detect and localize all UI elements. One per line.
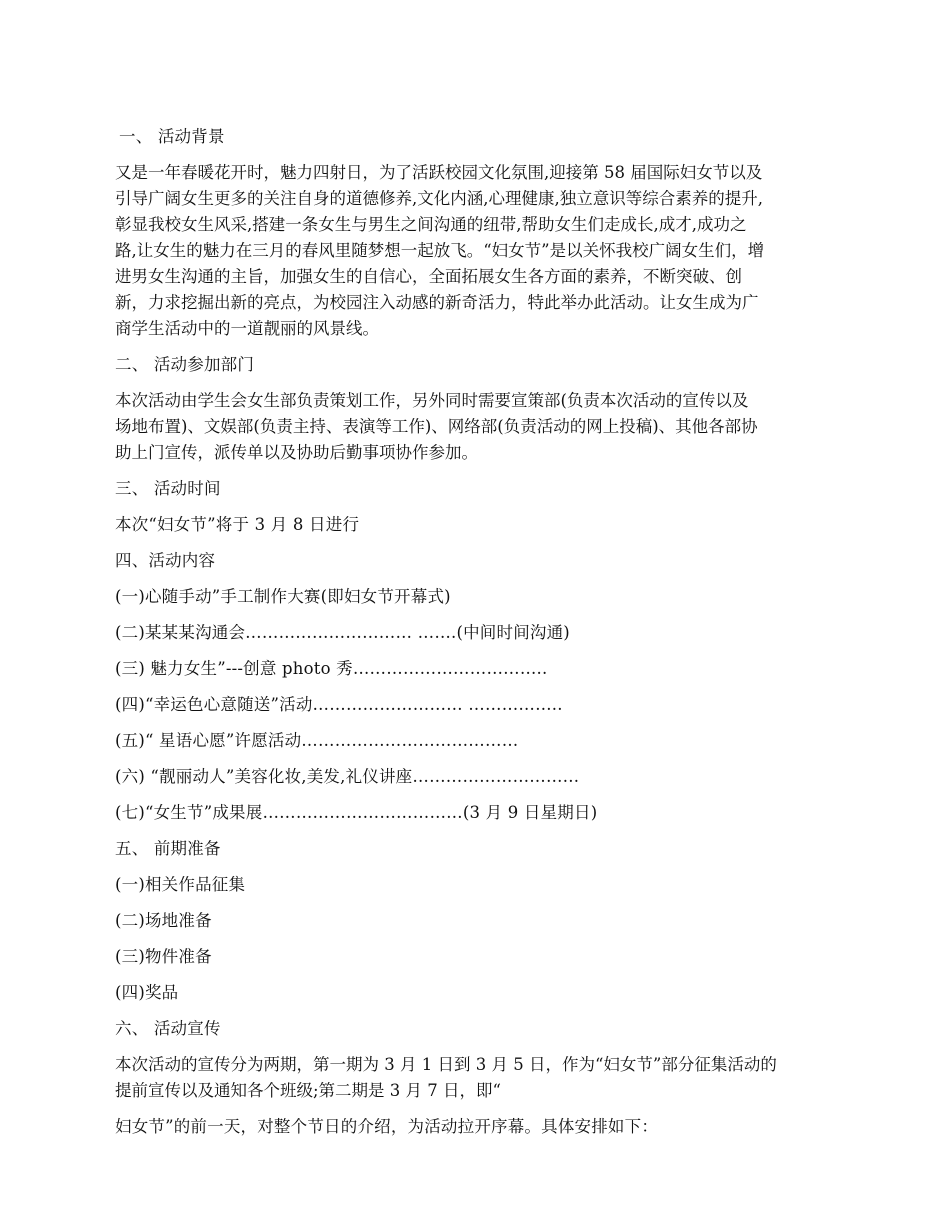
paragraph-line: 提前宣传以及通知各个班级;第二期是 3 月 7 日，即“: [115, 1081, 501, 1100]
section-1-heading: 一、 活动背景: [119, 127, 225, 146]
section-2-heading: 二、 活动参加部门: [115, 355, 255, 374]
paragraph-line: 本次活动的宣传分为两期，第一期为 3 月 1 日到 3 月 5 日，作为“妇女节”部分征集活动的: [115, 1055, 777, 1074]
paragraph-line: 又是一年春暖花开时，魅力四射日，为了活跃校园文化氛围,迎接第 58 届国际妇女节以及: [115, 163, 763, 182]
section-6-paragraph-continued: 妇女节”的前一天，对整个节日的介绍，为活动拉开序幕。具体安排如下：: [115, 1117, 659, 1136]
activity-item: (一)心随手动”手工制作大赛(即妇女节开幕式): [115, 587, 451, 606]
paragraph-line: 进男女生沟通的主旨，加强女生的自信心，全面拓展女生各方面的素养，不断突破、创: [115, 267, 742, 286]
preparation-item: (三)物件准备: [115, 947, 212, 966]
section-5-heading: 五、 前期准备: [115, 839, 221, 858]
paragraph-line: 本次活动由学生会女生部负责策划工作，另外同时需要宣策部(负责本次活动的宣传以及: [115, 391, 749, 410]
section-4-heading: 四、活动内容: [115, 551, 216, 570]
activity-item: (七)“女生节”成果展………………………………(3 月 9 日星期日): [115, 803, 598, 822]
section-3-body: 本次“妇女节”将于 3 月 8 日进行: [115, 515, 360, 534]
activity-item: (五)“ 星语心愿”许愿活动…………………………………: [115, 731, 519, 750]
paragraph-line: 引导广阔女生更多的关注自身的道德修养,文化内涵,心理健康,独立意识等综合素养的提升,: [115, 189, 763, 208]
preparation-item: (四)奖品: [115, 983, 179, 1002]
paragraph-line: 彰显我校女生风采,搭建一条女生与男生之间沟通的纽带,帮助女生们走成长,成才,成功之: [115, 215, 747, 234]
paragraph-line: 助上门宣传，派传单以及协助后勤事项协作参加。: [115, 443, 478, 462]
preparation-item: (一)相关作品征集: [115, 875, 246, 894]
paragraph-line: 路,让女生的魅力在三月的春风里随梦想一起放飞。“妇女节”是以关怀我校广阔女生们，增: [115, 241, 765, 260]
section-2-paragraph: [115, 388, 840, 466]
paragraph-line: 新，力求挖掘出新的亮点，为校园注入动感的新奇活力，特此举办此活动。让女生成为广: [115, 293, 759, 312]
section-3-heading: 三、 活动时间: [115, 479, 221, 498]
activity-item: (二)某某某沟通会………………………… …….(中间时间沟通): [115, 623, 570, 642]
section-1-paragraph: [115, 160, 840, 342]
paragraph-line: 商学生活动中的一道靓丽的风景线。: [115, 319, 379, 338]
activity-item: (六) “靓丽动人”美容化妆,美发,礼仪讲座…………………………: [115, 767, 580, 786]
activity-item: (三) 魅力女生”---创意 photo 秀……………………………..: [115, 659, 548, 678]
section-6-paragraph: [115, 1052, 840, 1104]
section-6-heading: 六、 活动宣传: [115, 1019, 221, 1038]
preparation-item: (二)场地准备: [115, 911, 212, 930]
activity-item: (四)“幸运色心意随送”活动……………………… ……………..: [115, 695, 563, 714]
paragraph-line: 场地布置)、文娱部(负责主持、表演等工作)、网络部(负责活动的网上投稿)、其他各部协: [115, 417, 758, 436]
